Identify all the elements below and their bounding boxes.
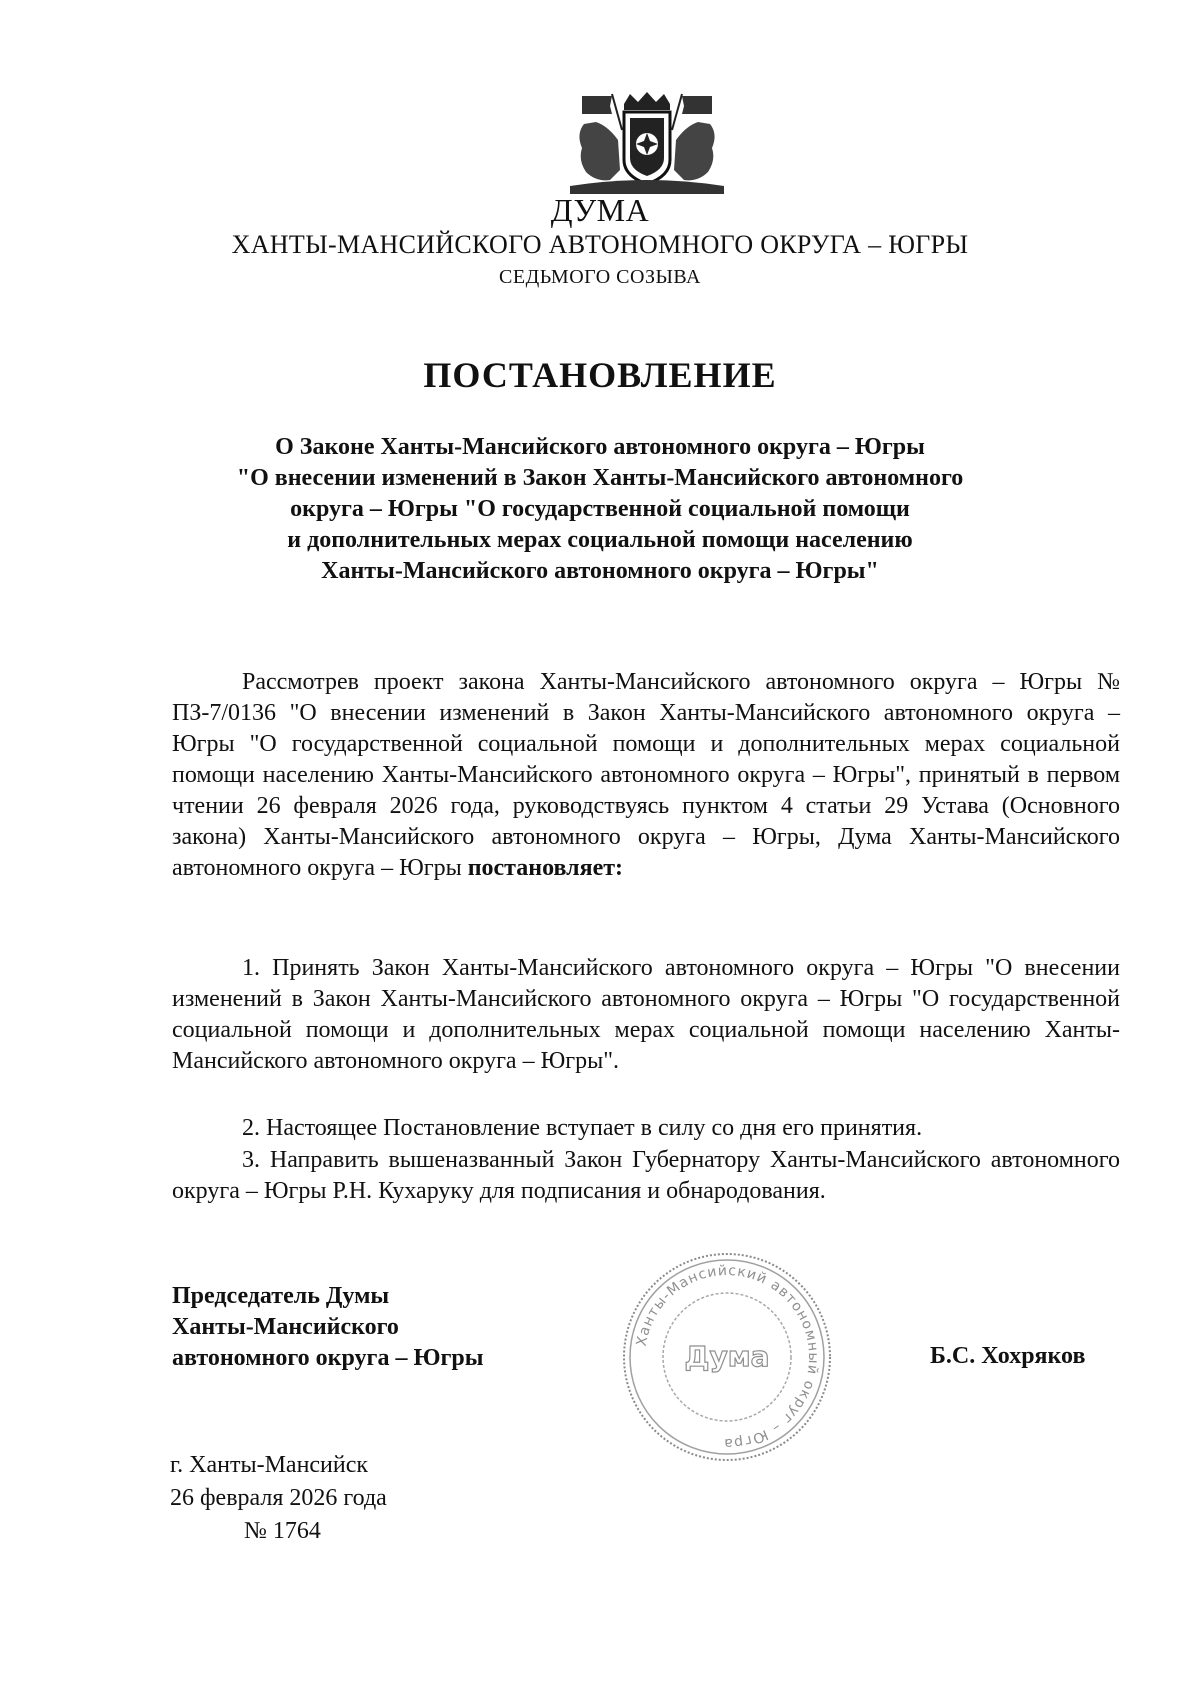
title-line: Ханты-Мансийского автономного округа – Югры" bbox=[321, 558, 879, 584]
title-line: округа – Югры "О государственной социальной помощи bbox=[290, 496, 910, 522]
title-line: и дополнительных мерах социальной помощи населению bbox=[287, 527, 913, 553]
title-line: О Законе Ханты-Мансийского автономного округа – Югры bbox=[275, 434, 925, 460]
item-1 bbox=[172, 953, 1120, 1077]
item-text: 3. Направить вышеназванный Закон Губернатору Ханты-Мансийского автономного округа – Югры Р.Н. Кухаруку для подписания и обнародования. bbox=[172, 1147, 1120, 1204]
issue-place-date bbox=[170, 1449, 387, 1548]
document-number: № 1764 bbox=[244, 1518, 321, 1544]
coat-of-arms-icon bbox=[562, 90, 732, 198]
signatory-name: Б.С. Хохряков bbox=[930, 1343, 1086, 1369]
signatory-line: Председатель Думы bbox=[172, 1283, 390, 1309]
signatory-position bbox=[172, 1281, 483, 1374]
okrug-heading: ХАНТЫ-МАНСИЙСКОГО АВТОНОМНОГО ОКРУГА – ЮГРЫ bbox=[231, 230, 969, 259]
preamble-verb: постановляет: bbox=[467, 855, 624, 881]
duma-heading: ДУМА bbox=[550, 192, 650, 228]
item-text: 1. Принять Закон Ханты-Мансийского автономного округа – Югры "О внесении изменений в Закон Ханты-Мансийского автономного округа – Югры "О государственной социальной помощи и дополнительных мерах социальной помощи населению Ханты-Мансийского автономного округа – Югры". bbox=[172, 955, 1120, 1074]
stamp-center-text: Дума bbox=[684, 1340, 770, 1373]
issue-date: 26 февраля 2026 года bbox=[170, 1485, 387, 1511]
signatory-line: Ханты-Мансийского bbox=[172, 1314, 399, 1340]
item-2 bbox=[172, 1113, 1120, 1144]
signatory-line: автономного округа – Югры bbox=[172, 1345, 484, 1371]
official-stamp-icon bbox=[620, 1250, 834, 1464]
title-line: "О внесении изменений в Закон Ханты-Мансийского автономного bbox=[236, 465, 964, 491]
resolution-title bbox=[170, 432, 1030, 587]
stamp-ring-text: Ханты-Мансийский автономный округ – Югра bbox=[633, 1262, 822, 1452]
preamble-paragraph bbox=[172, 667, 1120, 884]
item-text: 2. Настоящее Постановление вступает в силу со дня его принятия. bbox=[242, 1115, 923, 1141]
issue-place: г. Ханты-Мансийск bbox=[170, 1452, 369, 1478]
preamble-text: Рассмотрев проект закона Ханты-Мансийского автономного округа – Югры № ПЗ-7/0136 "О внесении изменений в Закон Ханты-Мансийского автономного округа – Югры "О государственной социальной помощи и дополнительных мерах социальной помощи населению Ханты-Мансийского автономного округа – Югры", принятый в первом чтении 26 февраля 2026 года, руководствуясь пунктом 4 статьи 29 Устава (Основного закона) Ханты-Мансийского автономного округа – Югры, Дума Ханты-Мансийского автономного округа – Югры bbox=[172, 669, 1120, 881]
item-3 bbox=[172, 1145, 1120, 1207]
document-type-title: ПОСТАНОВЛЕНИЕ bbox=[423, 355, 777, 395]
convocation-heading: СЕДЬМОГО СОЗЫВА bbox=[499, 266, 701, 288]
